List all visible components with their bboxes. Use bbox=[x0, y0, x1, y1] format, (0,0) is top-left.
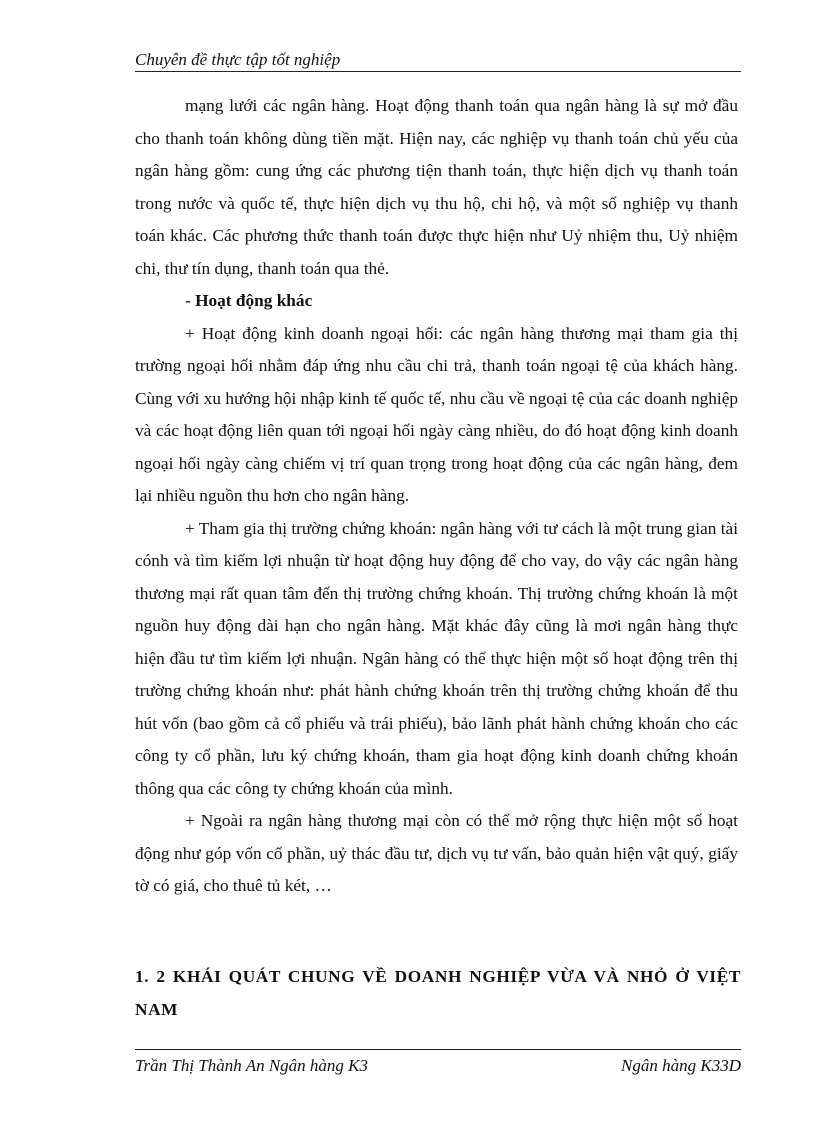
paragraph-securities: + Tham gia thị trường chứng khoán: ngân hàng với tư cách là một trung gian tài cónh và tìm kiếm lợi nhuận từ hoạt động huy động để cho vay, do vậy các ngân hàng thương mại rất quan tâm đến thị trường chứng khoán. Thị trường chứng khoán là một nguồn huy động dài hạn cho ngân hàng. Mặt khác đây cũng là mơi ngân hàng thực hiện đầu tư tìm kiếm lợi nhuận. Ngân hàng có thể thực hiện một số hoạt động trên thị trường chứng khoán như: phát hành chứng khoán trên thị trường chứng khoán để thu hút vốn (bao gồm cả cổ phiếu và trái phiếu), bảo lãnh phát hành chứng khoán cho các công ty cổ phần, lưu ký chứng khoán, tham gia hoạt động kinh doanh chứng khoán thông qua các công ty chứng khoán của mình. bbox=[135, 518, 738, 798]
subheading-other-activities bbox=[135, 285, 738, 318]
subheading-label: Hoạt động khác bbox=[195, 291, 313, 310]
footer-class: Ngân hàng K33D bbox=[621, 1056, 741, 1075]
page-header-title: Chuyên đề thực tập tốt nghiệp bbox=[135, 50, 341, 69]
paragraph-other: + Ngoài ra ngân hàng thương mại còn có thể mở rộng thực hiện một số hoạt động như góp vốn cổ phần, uỷ thác đầu tư, dịch vụ tư vấn, bảo quản hiện vật quý, giấy tờ có giá, cho thuê tủ két, … bbox=[135, 811, 738, 895]
subheading-prefix: - bbox=[185, 291, 196, 310]
section-heading: 1. 2 KHÁI QUÁT CHUNG VỀ DOANH NGHIỆP VỪA VÀ NHỎ Ở VIỆT NAM bbox=[135, 967, 741, 1019]
body-text bbox=[135, 90, 738, 903]
paragraph-payment-services: mạng lưới các ngân hàng. Hoạt động thanh toán qua ngân hàng là sự mở đầu cho thanh toán không dùng tiền mặt. Hiện nay, các nghiệp vụ thanh toán chủ yếu của ngân hàng gồm: cung ứng các phương tiện thanh toán, thực hiện dịch vụ thanh toán trong nước và quốc tế, thực hiện dịch vụ thu hộ, chi hộ, và một số nghiệp vụ thanh toán khác. Các phương thức thanh toán được thực hiện như Uỷ nhiệm thu, Uỷ nhiệm chi, thư tín dụng, thanh toán qua thẻ. bbox=[135, 96, 738, 278]
footer-divider bbox=[135, 1049, 741, 1050]
footer-author: Trần Thị Thành An Ngân hàng K3 bbox=[135, 1056, 369, 1075]
paragraph-forex: + Hoạt động kinh doanh ngoại hối: các ngân hàng thương mại tham gia thị trường ngoại hối nhằm đáp ứng nhu cầu chi trả, thanh toán ngoại tệ của khách hàng. Cùng với xu hướng hội nhập kinh tế quốc tế, nhu cầu về ngoại tệ của các doanh nghiệp và các hoạt động liên quan tới ngoại hối ngày càng nhiều, do đó hoạt động kinh doanh ngoại hối ngày càng chiếm vị trí quan trọng trong hoạt động của các ngân hàng, đem lại nhiều nguồn thu hơn cho ngân hàng. bbox=[135, 323, 738, 505]
header-divider bbox=[135, 71, 741, 72]
